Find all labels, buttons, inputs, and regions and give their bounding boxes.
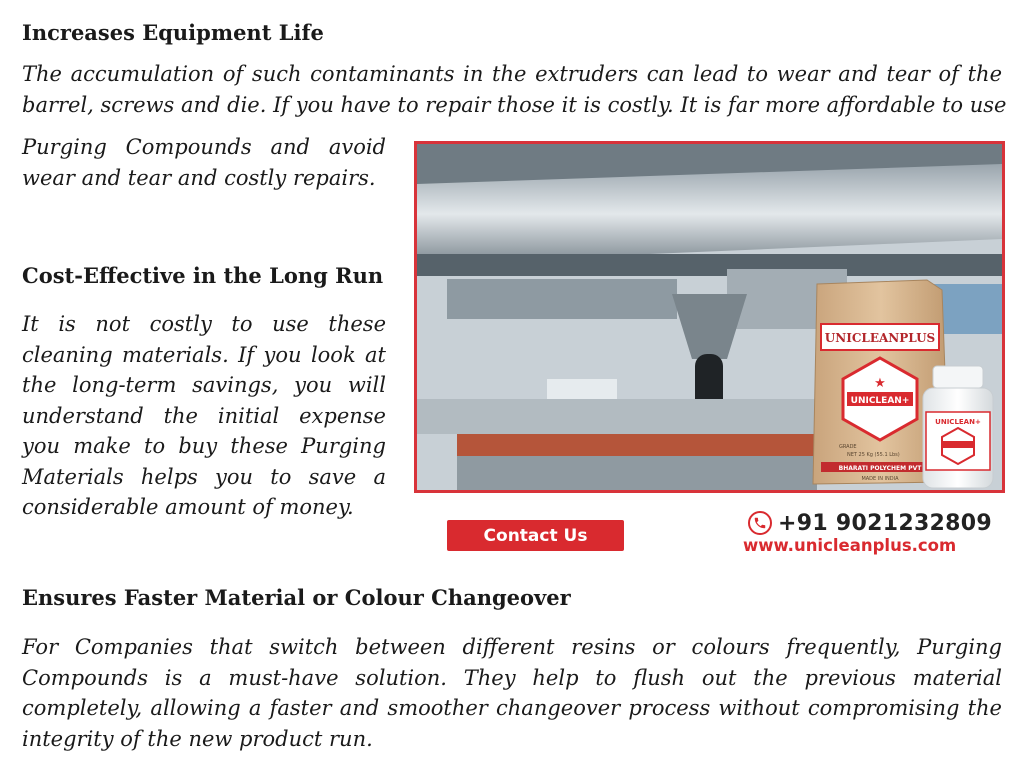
phone-row[interactable] (748, 507, 992, 539)
product-photo (414, 141, 1005, 493)
jar-badge: UNICLEAN+ (935, 418, 981, 426)
svg-text:★: ★ (874, 376, 886, 391)
bag-origin: MADE IN INDIA (861, 476, 899, 482)
paragraph-continued: Purging Compounds and avoid wear and tear and costly repairs. (22, 135, 386, 190)
paragraph-faster-changeover: For Companies that switch between different resins or colours frequently, Purging Compounds is a must-have solution. They help to flush out the previous material completely, allowing a faster and smoother changeover process without compromising the integrity of the new product run. (22, 635, 1002, 751)
bag-badge: UNICLEAN+ (850, 396, 910, 406)
heading-faster-changeover: Ensures Faster Material or Colour Changeover (22, 585, 571, 610)
product-jar (923, 366, 993, 488)
heading-cost-effective: Cost-Effective in the Long Run (22, 263, 384, 288)
heading-equipment-life: Increases Equipment Life (22, 20, 324, 45)
paragraph-line-1: The accumulation of such contaminants in the extruders can lead to wear and tear of the (22, 62, 1002, 86)
bag-maker: BHARATI POLYCHEM PVT (838, 465, 922, 472)
bag-brand: UNICLEANPLUS (824, 331, 936, 345)
contact-us-button[interactable]: Contact Us (447, 520, 624, 551)
paragraph-cost-effective: It is not costly to use these cleaning materials. If you look at the long-term savings, you will understand the initial expense you make to buy these Purging Materials helps you to save a considerable amount of money. (22, 312, 386, 519)
phone-number: +91 9021232809 (778, 510, 992, 536)
paragraph-line-2: barrel, screws and die. If you have to repair those it is costly. It is far more affordable to use (22, 93, 1007, 117)
website-link[interactable]: www.unicleanplus.com (743, 536, 957, 555)
bag-grade: GRADE (839, 444, 857, 450)
phone-icon (748, 511, 772, 535)
bag-weight: NET 25 Kg (55.1 Lbs) (847, 452, 900, 458)
